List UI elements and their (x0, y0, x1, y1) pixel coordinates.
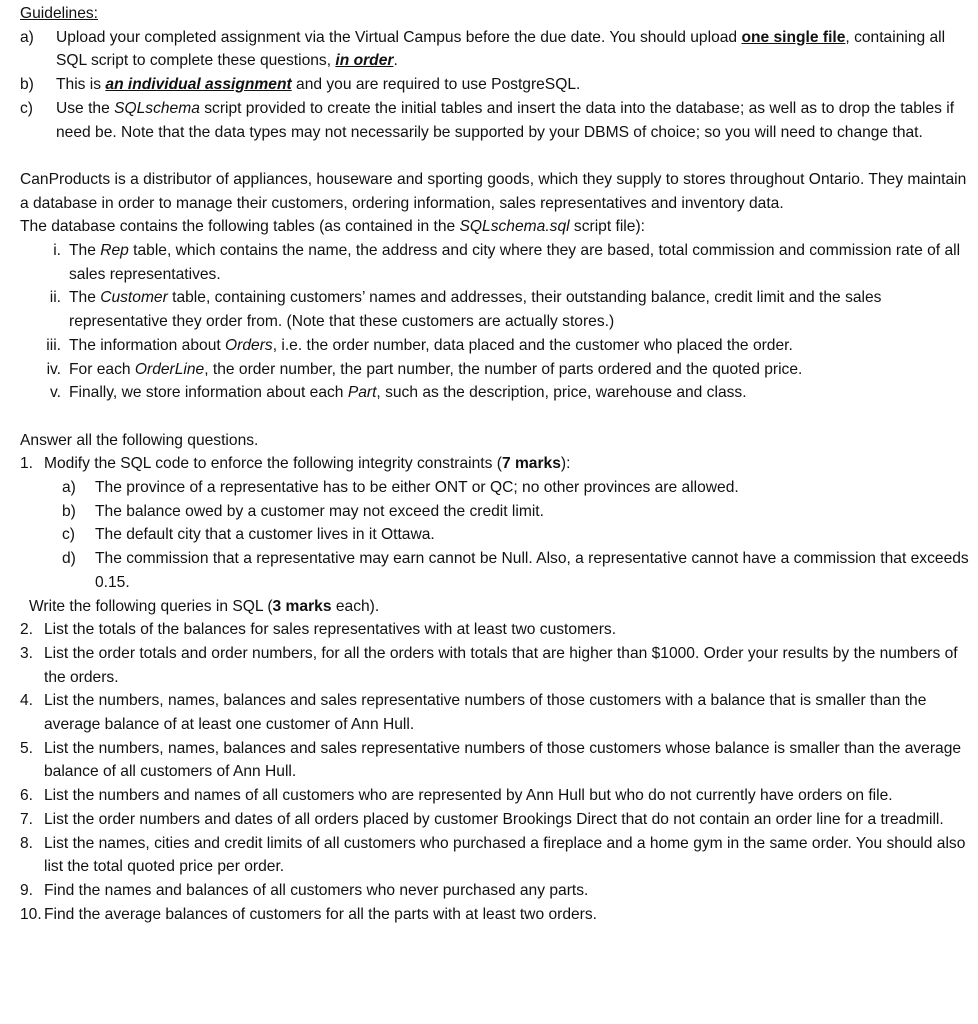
table-item-text: The information about (69, 336, 226, 354)
table-name: Orders (225, 336, 273, 354)
roman-marker: ii. (49, 289, 61, 307)
roman-marker: iii. (46, 336, 61, 354)
questions-lead: Answer all the following questions. (20, 431, 259, 449)
guideline-text: This is (56, 76, 106, 94)
sub-marker: a) (62, 479, 76, 497)
question-1 (20, 452, 972, 476)
intro-paragraph: CanProducts is a distributor of appliances, houseware and sporting goods, which they supply to stores throughout Ontario. They maintain a database in order to manage their customers, ordering information, sales representatives and inventory data. (20, 170, 967, 212)
question-8 (20, 832, 972, 879)
guideline-text: script provided to create the initial tables and insert the data into the database; as well as to drop the tables if need be. Note that the data types may not necessarily be supported by your DBMS of choice; so you will need to change that. (56, 99, 955, 141)
guideline-text: , containing all SQL script to complete these questions, (56, 28, 946, 70)
table-item-rep (20, 239, 972, 286)
marks-label: 3 marks (272, 597, 332, 615)
question-text: List the names, cities and credit limits of all customers who purchased a fireplace and a home gym in the same order. You should also list the total quoted price per order. (44, 834, 966, 876)
sub-marker: b) (62, 502, 76, 520)
question-number: 8. (20, 834, 34, 852)
question-6 (20, 784, 972, 808)
guideline-marker: c) (20, 99, 33, 117)
guideline-text: Upload your completed assignment via the Virtual Campus before the due date. You should upload (56, 28, 742, 46)
constraint-text: The province of a representative has to be either ONT or QC; no other provinces are allowed. (95, 479, 739, 497)
table-item-text: The (69, 242, 101, 260)
question-text: ): (560, 455, 571, 473)
table-item-text: , i.e. the order number, data placed and the customer who placed the order. (272, 336, 793, 354)
guideline-text: . (393, 52, 398, 70)
guideline-emphasis: SQLschema (114, 99, 200, 117)
table-item-text: For each (69, 360, 135, 378)
note-text: Write the following queries in SQL ( (29, 597, 273, 615)
table-item-orderline (20, 358, 972, 382)
guideline-item-a (20, 26, 972, 73)
guidelines-heading: Guidelines: (20, 5, 99, 22)
question-number: 2. (20, 621, 34, 639)
question-3 (20, 642, 972, 689)
tables-lead-text: The database contains the following tables (as contained in the (20, 218, 460, 236)
schema-file-name: SQLschema.sql (459, 218, 570, 236)
roman-marker: i. (53, 242, 61, 260)
question-number: 10. (20, 905, 42, 923)
query-marks-note (20, 595, 972, 619)
roman-marker: v. (50, 384, 61, 402)
question-5 (20, 737, 972, 784)
guideline-emphasis: one single file (741, 28, 846, 46)
question-text: Modify the SQL code to enforce the following integrity constraints ( (44, 455, 502, 473)
question-text: List the order numbers and dates of all orders placed by customer Brookings Direct that do not contain an order line for a treadmill. (44, 810, 944, 828)
constraint-text: The commission that a representative may earn cannot be Null. Also, a representative cannot have a commission that exceeds 0.15. (95, 550, 969, 591)
constraint-c (20, 523, 972, 547)
spacer (20, 144, 972, 168)
question-text: List the totals of the balances for sales representatives with at least two customers. (44, 621, 617, 639)
guideline-marker: b) (20, 76, 34, 94)
table-item-part (20, 381, 972, 405)
table-name: OrderLine (134, 360, 205, 378)
table-item-customer (20, 286, 972, 333)
sub-marker: c) (62, 526, 75, 544)
table-name: Rep (100, 242, 129, 260)
guideline-text: and you are required to use PostgreSQL. (291, 76, 581, 94)
guideline-text: Use the (56, 99, 115, 117)
constraint-text: The default city that a customer lives in it Ottawa. (95, 526, 435, 544)
table-item-text: , such as the description, price, warehouse and class. (376, 384, 747, 402)
question-number: 6. (20, 787, 34, 805)
table-item-orders (20, 334, 972, 358)
guideline-item-c (20, 97, 972, 144)
table-item-text: table, containing customers’ names and addresses, their outstanding balance, credit limit and the sales representative they order from. (Note that these customers are actually stores.) (69, 289, 882, 331)
question-2 (20, 618, 972, 642)
question-number: 3. (20, 644, 34, 662)
roman-marker: iv. (46, 360, 61, 378)
table-name: Part (347, 384, 377, 402)
question-text: List the numbers, names, balances and sales representative numbers of those customers whose balance is smaller than the average balance of all customers of Ann Hull. (44, 739, 962, 781)
assignment-document (20, 2, 972, 926)
question-4 (20, 689, 972, 736)
marks-label: 7 marks (501, 455, 561, 473)
table-item-text: Finally, we store information about each (69, 384, 348, 402)
spacer (20, 405, 972, 429)
question-text: List the numbers, names, balances and sales representative numbers of those customers with a balance that is smaller than the average balance of at least one customer of Ann Hull. (44, 692, 927, 734)
table-item-text: The (69, 289, 101, 307)
tables-lead (20, 215, 972, 239)
guideline-item-b (20, 73, 972, 97)
question-7 (20, 808, 972, 832)
question-9 (20, 879, 972, 903)
tables-lead-text: script file): (569, 218, 645, 236)
question-number: 7. (20, 810, 34, 828)
guideline-emphasis: in order (335, 52, 394, 70)
guideline-marker: a) (20, 28, 34, 46)
question-number: 9. (20, 881, 34, 899)
question-text: List the numbers and names of all customers who are represented by Ann Hull but who do not currently have orders on file. (44, 787, 893, 805)
constraint-d (20, 547, 972, 594)
constraint-a (20, 476, 972, 500)
table-item-text: , the order number, the part number, the number of parts ordered and the quoted price. (204, 360, 803, 378)
constraint-b (20, 500, 972, 524)
sub-marker: d) (62, 550, 76, 568)
question-text: Find the names and balances of all customers who never purchased any parts. (44, 881, 589, 899)
question-number: 4. (20, 692, 34, 710)
table-name: Customer (100, 289, 168, 307)
question-text: List the order totals and order numbers, for all the orders with totals that are higher than $1000. Order your results by the numbers of the orders. (44, 644, 958, 686)
table-item-text: table, which contains the name, the address and city where they are based, total commission and commission rate of all sales representatives. (69, 242, 961, 283)
guideline-emphasis: an individual assignment (105, 76, 292, 94)
question-text: Find the average balances of customers for all the parts with at least two orders. (44, 905, 597, 923)
constraint-text: The balance owed by a customer may not exceed the credit limit. (95, 502, 544, 520)
question-10 (20, 903, 972, 927)
question-number: 5. (20, 739, 34, 757)
question-number: 1. (20, 455, 34, 473)
note-text: each). (331, 597, 380, 615)
